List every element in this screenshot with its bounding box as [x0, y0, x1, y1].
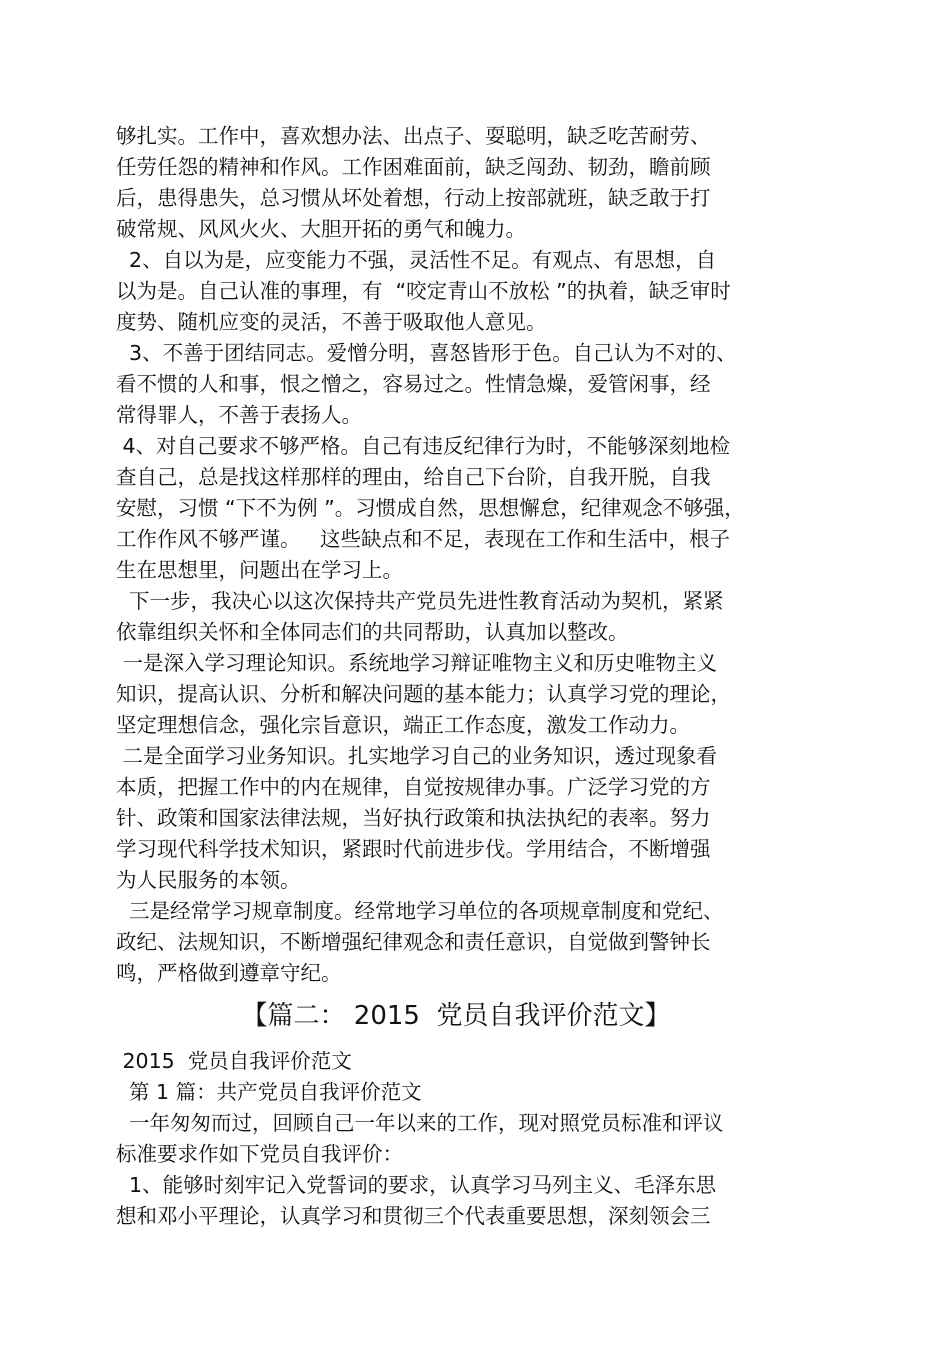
paragraph-line: 针、政策和国家法律法规，当好执行政策和执法执纪的表率。努力	[116, 806, 711, 830]
paragraph-line: 4、对自己要求不够严格。自己有违反纪律行为时，不能够深刻地检	[116, 434, 731, 458]
paragraph-line: 依靠组织关怀和全体同志们的共同帮助，认真加以整改。	[116, 620, 629, 644]
paragraph-line: 以为是。自己认准的事理，有 “咬定青山不放松 ”的执着，缺乏审时	[116, 279, 731, 303]
paragraph-line: 一是深入学习理论知识。系统地学习辩证唯物主义和历史唯物主义	[116, 651, 718, 675]
article-subtitle: 第 1 篇：共产党员自我评价范文	[116, 1080, 422, 1104]
paragraph-line: 任劳任怨的精神和作风。工作困难面前，缺乏闯劲、韧劲，瞻前顾	[116, 155, 711, 179]
paragraph-line: 生在思想里，问题出在学习上。	[116, 558, 403, 582]
paragraph-line: 常得罪人，不善于表扬人。	[116, 403, 362, 427]
paragraph-line: 一年匆匆而过，回顾自己一年以来的工作，现对照党员标准和评议	[116, 1111, 724, 1135]
paragraph-line: 为人民服务的本领。	[116, 868, 301, 892]
paragraph-line: 安慰，习惯 “下不为例 ”。习惯成自然，思想懈怠，纪律观念不够强，	[116, 496, 745, 520]
section-heading: 【篇二： 2015 党员自我评价范文】	[241, 1001, 671, 1031]
paragraph-line: 工作作风不够严谨。 这些缺点和不足，表现在工作和生活中，根子	[116, 527, 731, 551]
paragraph-line: 政纪、法规知识，不断增强纪律观念和责任意识，自觉做到警钟长	[116, 930, 711, 954]
paragraph-line: 下一步，我决心以这次保持共产党员先进性教育活动为契机，紧紧	[116, 589, 724, 613]
paragraph-line: 坚定理想信念，强化宗旨意识，端正工作态度，激发工作动力。	[116, 713, 690, 737]
document-page	[116, 121, 786, 1232]
section-body-part2	[116, 1045, 786, 1232]
paragraph-line: 后，患得患失，总习惯从坏处着想，行动上按部就班，缺乏敢于打	[116, 186, 711, 210]
paragraph-line: 度势、随机应变的灵活，不善于吸取他人意见。	[116, 310, 547, 334]
section-body-part1	[116, 121, 786, 989]
paragraph-line: 本质，把握工作中的内在规律，自觉按规律办事。广泛学习党的方	[116, 775, 711, 799]
paragraph-line: 三是经常学习规章制度。经常地学习单位的各项规章制度和党纪、	[116, 899, 724, 923]
paragraph-line: 看不惯的人和事，恨之憎之，容易过之。性情急燥，爱管闲事，经	[116, 372, 711, 396]
paragraph-line: 想和邓小平理论，认真学习和贯彻三个代表重要思想，深刻领会三	[116, 1204, 711, 1228]
paragraph-line: 2、自以为是，应变能力不强，灵活性不足。有观点、有思想，自	[116, 248, 717, 272]
paragraph-line: 鸣，严格做到遵章守纪。	[116, 961, 342, 985]
paragraph-line: 3、不善于团结同志。爱憎分明，喜怒皆形于色。自己认为不对的、	[116, 341, 737, 365]
article-title: 2015 党员自我评价范文	[116, 1049, 352, 1073]
paragraph-line: 标准要求作如下党员自我评价：	[116, 1142, 403, 1166]
paragraph-line: 学习现代科学技术知识，紧跟时代前进步伐。学用结合，不断增强	[116, 837, 711, 861]
paragraph-line: 破常规、风风火火、大胆开拓的勇气和魄力。	[116, 217, 526, 241]
paragraph-line: 够扎实。工作中，喜欢想办法、出点子、耍聪明，缺乏吃苦耐劳、	[116, 124, 711, 148]
paragraph-line: 知识，提高认识、分析和解决问题的基本能力；认真学习党的理论，	[116, 682, 731, 706]
paragraph-line: 查自己，总是找这样那样的理由，给自己下台阶，自我开脱，自我	[116, 465, 711, 489]
paragraph-line: 1、能够时刻牢记入党誓词的要求，认真学习马列主义、毛泽东思	[116, 1173, 717, 1197]
paragraph-line: 二是全面学习业务知识。扎实地学习自己的业务知识，透过现象看	[116, 744, 718, 768]
